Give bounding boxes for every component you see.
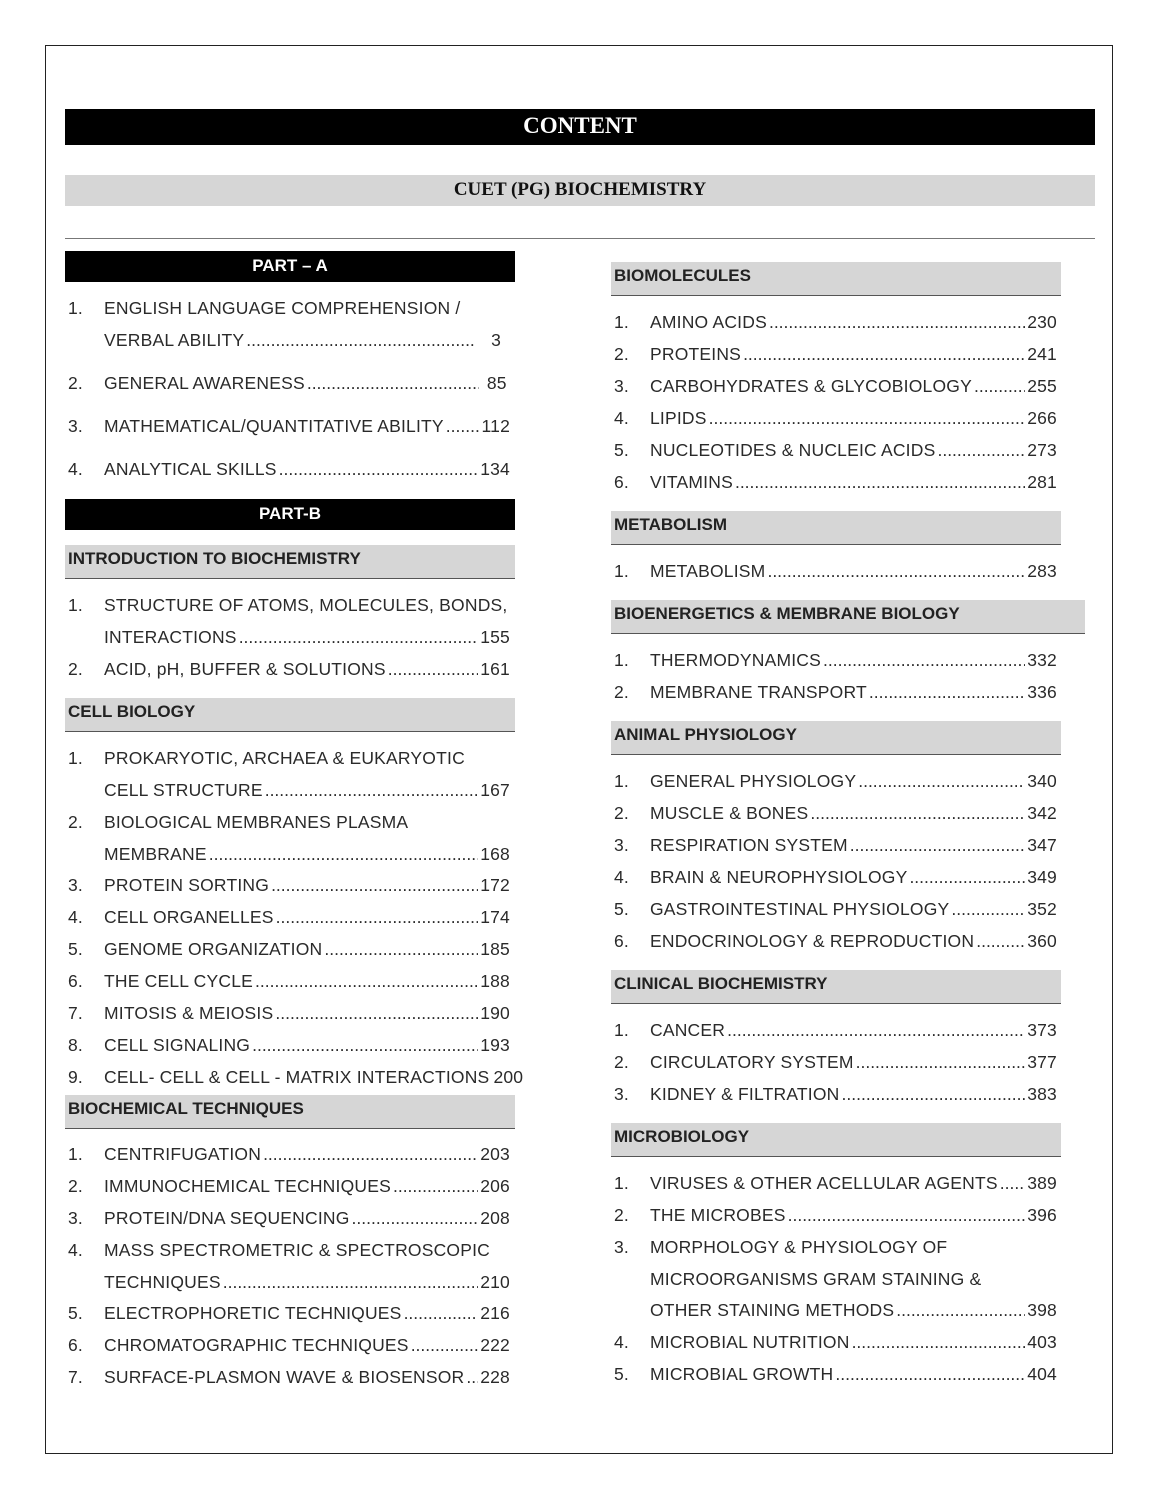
toc-entry[interactable]: 5. ELECTROPHORETIC TECHNIQUES ..... 216 [68,1301,510,1325]
toc-entry[interactable]: 1. ENGLISH LANGUAGE COMPREHENSION / [68,298,461,318]
toc-entry[interactable]: 8. CELL SIGNALING ..... 193 [68,1033,510,1057]
toc-entry[interactable]: 7. MITOSIS & MEIOSIS ..... 190 [68,1001,510,1025]
section-heading: CLINICAL BIOCHEMISTRY [611,970,1061,1004]
toc-entry[interactable]: 1. METABOLISM ..... 283 [614,559,1057,583]
section-heading: BIOCHEMICAL TECHNIQUES [65,1095,515,1129]
toc-entry[interactable]: 3. KIDNEY & FILTRATION ..... 383 [614,1082,1057,1106]
toc-entry[interactable]: 4. LIPIDS ..... 266 [614,406,1057,430]
toc-entry[interactable]: 2. BIOLOGICAL MEMBRANES PLASMA [68,812,409,832]
toc-entry[interactable]: 3. PROTEIN SORTING ..... 172 [68,873,510,897]
toc-entry[interactable]: VERBAL ABILITY ..... 3 [104,328,501,352]
toc-entry[interactable]: 6. CHROMATOGRAPHIC TECHNIQUES ..... 222 [68,1333,510,1357]
toc-entry[interactable]: 2. MUSCLE & BONES ..... 342 [614,801,1057,825]
toc-entry[interactable]: 9. CELL- CELL & CELL - MATRIX INTERACTIONS 200 [68,1067,524,1087]
toc-entry[interactable]: 7. SURFACE-PLASMON WAVE & BIOSENSOR ..... 228 [68,1365,510,1389]
toc-entry[interactable]: 2. PROTEINS ..... 241 [614,342,1057,366]
section-heading: MICROBIOLOGY [611,1123,1061,1157]
part-b-heading: PART-B [65,499,515,530]
toc-entry[interactable]: 2. MEMBRANE TRANSPORT ..... 336 [614,680,1057,704]
toc-entry[interactable]: 3. MATHEMATICAL/QUANTITATIVE ABILITY ..... 112 [68,414,510,438]
section-heading: ANIMAL PHYSIOLOGY [611,721,1061,755]
toc-entry[interactable]: 1. VIRUSES & OTHER ACELLULAR AGENTS ..... 389 [614,1171,1057,1195]
section-heading: BIOENERGETICS & MEMBRANE BIOLOGY [611,600,1085,634]
toc-entry[interactable]: 3. MORPHOLOGY & PHYSIOLOGY OF [614,1237,948,1257]
toc-entry[interactable]: 5. GENOME ORGANIZATION ..... 185 [68,937,510,961]
toc-entry[interactable]: 5. NUCLEOTIDES & NUCLEIC ACIDS ..... 273 [614,438,1057,462]
toc-entry[interactable]: 5. MICROBIAL GROWTH ..... 404 [614,1362,1057,1386]
toc-entry[interactable]: MICROORGANISMS GRAM STAINING & [650,1269,982,1289]
toc-entry[interactable]: MEMBRANE ..... 168 [104,842,510,866]
toc-entry[interactable]: 4. BRAIN & NEUROPHYSIOLOGY ..... 349 [614,865,1057,889]
toc-entry[interactable]: 4. MICROBIAL NUTRITION ..... 403 [614,1330,1057,1354]
toc-entry[interactable]: 3. CARBOHYDRATES & GLYCOBIOLOGY ..... 255 [614,374,1057,398]
toc-entry[interactable]: 1. CENTRIFUGATION ..... 203 [68,1142,510,1166]
toc-entry[interactable]: 1. CANCER ..... 373 [614,1018,1057,1042]
toc-entry[interactable]: 2. ACID, pH, BUFFER & SOLUTIONS ..... 161 [68,657,510,681]
toc-entry[interactable]: 1. PROKARYOTIC, ARCHAEA & EUKARYOTIC [68,748,465,768]
toc-entry[interactable]: 5. GASTROINTESTINAL PHYSIOLOGY ..... 352 [614,897,1057,921]
toc-entry[interactable]: 2. CIRCULATORY SYSTEM ..... 377 [614,1050,1057,1074]
toc-entry[interactable]: 1. AMINO ACIDS ..... 230 [614,310,1057,334]
toc-entry[interactable]: 1. THERMODYNAMICS ..... 332 [614,648,1057,672]
toc-entry[interactable]: OTHER STAINING METHODS ..... 398 [650,1298,1057,1322]
toc-entry[interactable]: CELL STRUCTURE ..... 167 [104,778,510,802]
toc-entry[interactable]: 6. ENDOCRINOLOGY & REPRODUCTION ..... 360 [614,929,1057,953]
toc-entry[interactable]: 1. STRUCTURE OF ATOMS, MOLECULES, BONDS, [68,595,508,615]
part-a-heading: PART – A [65,251,515,282]
toc-entry[interactable]: INTERACTIONS ..... 155 [104,625,510,649]
section-heading: METABOLISM [611,511,1061,545]
toc-entry[interactable]: 6. THE CELL CYCLE ..... 188 [68,969,510,993]
toc-entry[interactable]: 1. GENERAL PHYSIOLOGY ..... 340 [614,769,1057,793]
toc-entry[interactable]: 4. MASS SPECTROMETRIC & SPECTROSCOPIC [68,1240,491,1260]
section-heading: INTRODUCTION TO BIOCHEMISTRY [65,545,515,579]
toc-entry[interactable]: 6. VITAMINS ..... 281 [614,470,1057,494]
page-subtitle: CUET (PG) BIOCHEMISTRY [65,175,1095,206]
section-heading: CELL BIOLOGY [65,698,515,732]
toc-entry[interactable]: TECHNIQUES ..... 210 [104,1270,510,1294]
toc-entry[interactable]: 4. CELL ORGANELLES ..... 174 [68,905,510,929]
toc-entry[interactable]: 3. PROTEIN/DNA SEQUENCING ..... 208 [68,1206,510,1230]
toc-entry[interactable]: 3. RESPIRATION SYSTEM ..... 347 [614,833,1057,857]
divider [65,238,1095,239]
toc-entry[interactable]: 2. THE MICROBES ..... 396 [614,1203,1057,1227]
page-title: CONTENT [65,109,1095,145]
section-heading: BIOMOLECULES [611,262,1061,296]
toc-entry[interactable]: 4. ANALYTICAL SKILLS ..... 134 [68,457,510,481]
toc-entry[interactable]: 2. IMMUNOCHEMICAL TECHNIQUES ..... 206 [68,1174,510,1198]
toc-entry[interactable]: 2. GENERAL AWARENESS ..... 85 [68,371,508,395]
